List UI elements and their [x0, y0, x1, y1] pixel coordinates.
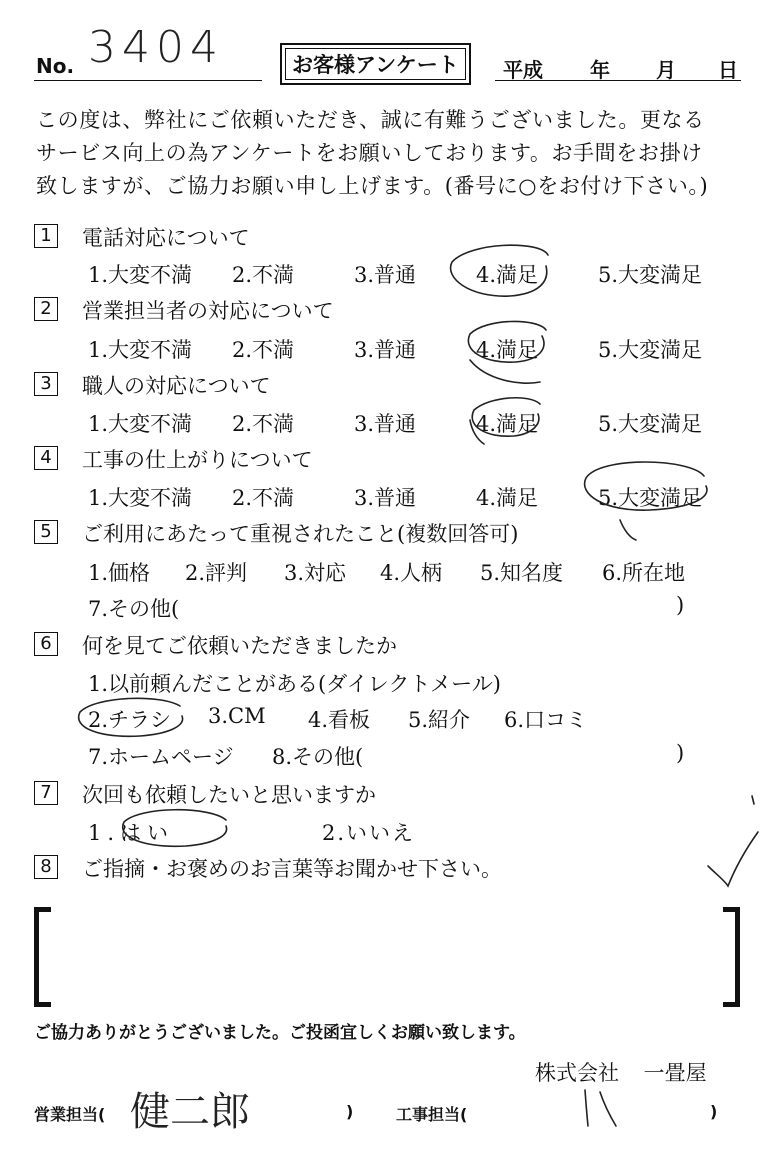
- sales-name: 健二郎: [130, 1089, 250, 1135]
- q3-option-5[interactable]: 5.大変満足: [598, 412, 703, 436]
- q2-text: 営業担当者の対応について: [82, 299, 334, 323]
- no-value: 3404: [88, 22, 224, 73]
- stray-tick: [752, 796, 754, 804]
- q6-option-6[interactable]: 6.口コミ: [504, 708, 588, 732]
- era-label: 平成: [503, 58, 543, 82]
- q5-option-7-other[interactable]: 7.その他(: [88, 597, 180, 621]
- q6-option-4[interactable]: 4.看板: [308, 708, 371, 732]
- q2-option-3[interactable]: 3.普通: [354, 338, 417, 362]
- comment-bracket-left: [34, 907, 51, 1007]
- q3-option-4[interactable]: 4.満足: [476, 412, 539, 436]
- q6-option-2[interactable]: 2.チラシ: [88, 708, 172, 732]
- q6-option-8-other[interactable]: 8.その他(: [272, 745, 364, 769]
- comment-bracket-right: [723, 907, 740, 1007]
- q5-option-4[interactable]: 4.人柄: [380, 561, 443, 585]
- no-underline: [34, 80, 262, 81]
- q3-number: 3: [34, 372, 58, 396]
- q6-number: 6: [34, 632, 58, 656]
- date-underline: [495, 80, 741, 81]
- no-label: No.: [36, 54, 75, 78]
- survey-title: お客様アンケート: [280, 43, 471, 85]
- q7-option-no[interactable]: 2.いいえ: [322, 821, 416, 845]
- q1-option-3[interactable]: 3.普通: [354, 263, 417, 287]
- q3-text: 職人の対応について: [82, 374, 271, 398]
- q8-number: 8: [34, 855, 58, 879]
- q7-number: 7: [34, 781, 58, 805]
- work-mark: [585, 1090, 616, 1126]
- sales-close: ): [346, 1102, 354, 1121]
- intro-line-1: この度は、弊社にご依頼いただき、誠に有難うございました。更なる: [36, 108, 705, 132]
- company-name: 株式会社 一畳屋: [535, 1061, 707, 1085]
- intro-line-3: 致しますが、ご協力お願い申し上げます。(番号に○をお付け下さい。): [36, 174, 709, 198]
- work-label: 工事担当(: [396, 1105, 468, 1124]
- work-close: ): [710, 1102, 718, 1121]
- q4-option-3[interactable]: 3.普通: [354, 486, 417, 510]
- q5-option-6[interactable]: 6.所在地: [602, 561, 686, 585]
- q6-text: 何を見てご依頼いただきましたか: [82, 634, 397, 658]
- q5-text: ご利用にあたって重視されたこと(複数回答可): [82, 522, 519, 546]
- q5-option-1[interactable]: 1.価格: [88, 561, 151, 585]
- sales-label: 営業担当(: [34, 1105, 106, 1124]
- q2-option-2[interactable]: 2.不満: [232, 338, 295, 362]
- q5-number: 5: [34, 520, 58, 544]
- q6-option-3[interactable]: 3.CM: [208, 704, 266, 728]
- q2-option-5[interactable]: 5.大変満足: [598, 338, 703, 362]
- day-label: 日: [718, 58, 738, 82]
- q4-number: 4: [34, 446, 58, 470]
- q5-other-close: ): [676, 593, 685, 617]
- q2-number: 2: [34, 297, 58, 321]
- q1-option-4[interactable]: 4.満足: [476, 263, 539, 287]
- q6-option-1[interactable]: 1.以前頼んだことがある(ダイレクトメール): [88, 672, 501, 696]
- q1-text: 電話対応について: [82, 226, 250, 250]
- q1-option-5[interactable]: 5.大変満足: [598, 263, 703, 287]
- q1-number: 1: [34, 224, 58, 248]
- check-mark: [708, 832, 758, 886]
- q3-option-3[interactable]: 3.普通: [354, 412, 417, 436]
- month-label: 月: [656, 58, 676, 82]
- q4-option-2[interactable]: 2.不満: [232, 486, 295, 510]
- q4-option-4[interactable]: 4.満足: [476, 486, 539, 510]
- q4-text: 工事の仕上がりについて: [82, 448, 313, 472]
- q5-option-3[interactable]: 3.対応: [284, 561, 347, 585]
- q2-option-1[interactable]: 1.大変不満: [88, 338, 193, 362]
- q4-option-1[interactable]: 1.大変不満: [88, 486, 193, 510]
- q7-text: 次回も依頼したいと思いますか: [82, 783, 376, 807]
- q6-option-7[interactable]: 7.ホームページ: [88, 745, 234, 769]
- q6-option-5[interactable]: 5.紹介: [408, 708, 471, 732]
- q5-option-2[interactable]: 2.評判: [185, 561, 248, 585]
- q5-option-5[interactable]: 5.知名度: [480, 561, 564, 585]
- q7-option-yes[interactable]: 1.はい: [88, 821, 175, 845]
- year-label: 年: [590, 58, 610, 82]
- q1-option-2[interactable]: 2.不満: [232, 263, 295, 287]
- q6-other-close: ): [676, 741, 685, 765]
- q3-option-2[interactable]: 2.不満: [232, 412, 295, 436]
- q8-text: ご指摘・お褒めのお言葉等お聞かせ下さい。: [82, 857, 502, 881]
- q1-option-1[interactable]: 1.大変不満: [88, 263, 193, 287]
- q4-option-5[interactable]: 5.大変満足: [598, 486, 703, 510]
- thanks-text: ご協力ありがとうございました。ご投函宜しくお願い致します。: [34, 1023, 526, 1043]
- intro-line-2: サービス向上の為アンケートをお願いしております。お手間をお掛け: [36, 141, 703, 165]
- q2-option-4[interactable]: 4.満足: [476, 338, 539, 362]
- q3-option-1[interactable]: 1.大変不満: [88, 412, 193, 436]
- comment-area[interactable]: [60, 910, 710, 996]
